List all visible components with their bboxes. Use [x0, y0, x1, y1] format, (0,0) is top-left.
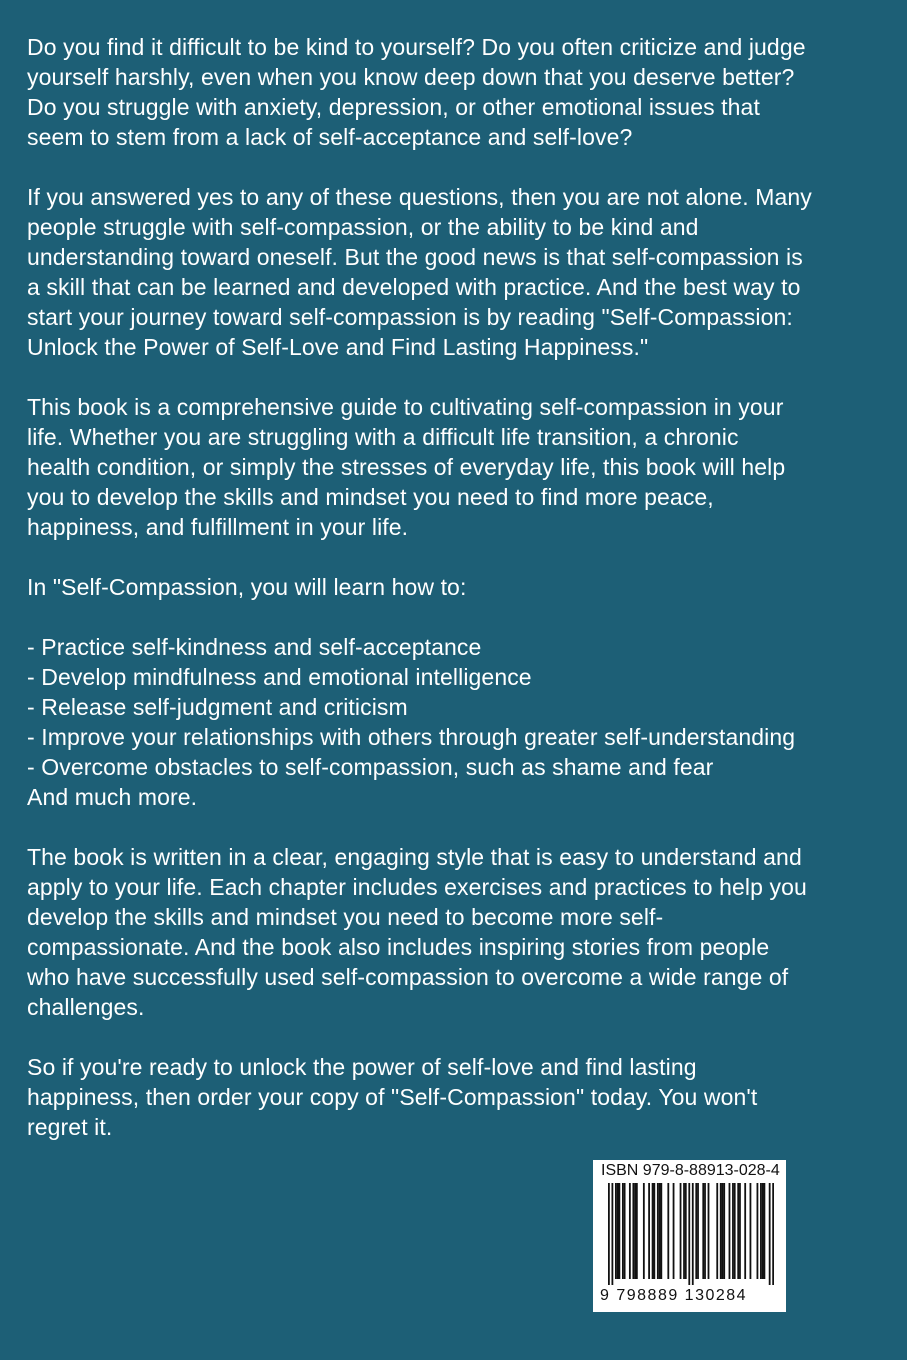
blurb-line: Unlock the Power of Self-Love and Find Lasting Happiness." [27, 334, 649, 360]
barcode-bar [634, 1183, 636, 1279]
blurb-paragraph [27, 32, 887, 152]
barcode-bar [764, 1183, 766, 1279]
barcode-bar [772, 1183, 774, 1285]
barcode-bar [734, 1183, 736, 1279]
blurb-line: seem to stem from a lack of self-acceptance and self-love? [27, 124, 633, 150]
barcode-bar [692, 1183, 694, 1285]
barcode-bar [624, 1183, 626, 1279]
barcode-bar [657, 1183, 659, 1279]
blurb-line: - Improve your relationships with others through greater self-understanding [27, 724, 796, 750]
barcode-bar [611, 1183, 613, 1285]
blurb-paragraph [27, 572, 887, 602]
barcode-bar [608, 1183, 610, 1285]
blurb-line: life. Whether you are struggling with a difficult life transition, a chronic [27, 424, 739, 450]
barcode-bar [615, 1183, 617, 1279]
blurb-paragraph [27, 1052, 887, 1142]
barcode-bar [622, 1183, 624, 1279]
barcode-bar [750, 1183, 752, 1279]
barcode-bar [716, 1183, 718, 1279]
blurb-line: - Develop mindfulness and emotional intelligence [27, 664, 532, 690]
barcode-bar [683, 1183, 685, 1279]
barcode-bar [632, 1183, 634, 1279]
blurb-line: start your journey toward self-compassion is by reading "Self-Compassion: [27, 304, 793, 330]
blurb-line: If you answered yes to any of these questions, then you are not alone. Many [27, 184, 812, 210]
blurb-line: yourself harshly, even when you know deep down that you deserve better? [27, 64, 795, 90]
blurb-line: you to develop the skills and mindset you need to find more peace, [27, 484, 714, 510]
barcode-bar [729, 1183, 731, 1279]
blurb-line: who have successfully used self-compassion to overcome a wide range of [27, 964, 789, 990]
barcode-bar [739, 1183, 741, 1279]
barcode-bars [608, 1183, 774, 1285]
blurb-paragraph [27, 842, 887, 1022]
barcode-bar [643, 1183, 645, 1279]
blurb-line: apply to your life. Each chapter includes exercises and practices to help you [27, 874, 807, 900]
barcode-bar [617, 1183, 619, 1279]
barcode-bar [653, 1183, 655, 1279]
barcode-bar [708, 1183, 710, 1279]
barcode-bar [720, 1183, 722, 1279]
blurb-line: The book is written in a clear, engaging style that is easy to understand and [27, 844, 802, 870]
barcode-bar [695, 1183, 697, 1279]
barcode-bar [618, 1183, 620, 1279]
barcode-bar [660, 1183, 662, 1279]
blurb-line: - Release self-judgment and criticism [27, 694, 408, 720]
blurb-line: Do you find it difficult to be kind to yourself? Do you often criticize and judge [27, 34, 806, 60]
blurb-line: challenges. [27, 994, 145, 1020]
barcode-bar [760, 1183, 762, 1279]
blurb-line: happiness, then order your copy of "Self-Compassion" today. You won't [27, 1084, 758, 1110]
blurb-line: health condition, or simply the stresses of everyday life, this book will help [27, 454, 786, 480]
barcode-bar [722, 1183, 724, 1279]
blurb-line: This book is a comprehensive guide to cultivating self-compassion in your [27, 394, 784, 420]
barcode-digits: 9 798889 130284 [600, 1287, 748, 1304]
barcode-bar [648, 1183, 650, 1279]
isbn-label: ISBN 979-8-88913-028-4 [601, 1162, 780, 1179]
barcode-bar [629, 1183, 631, 1279]
blurb-line: - Practice self-kindness and self-acceptance [27, 634, 482, 660]
blurb-paragraph [27, 392, 887, 542]
barcode-bar [757, 1183, 759, 1279]
blurb-line: understanding toward oneself. But the good news is that self-compassion is [27, 244, 803, 270]
blurb-line: people struggle with self-compassion, or the ability to be kind and [27, 214, 699, 240]
barcode-bar [737, 1183, 739, 1279]
barcode-bar [667, 1183, 669, 1279]
barcode-bar [685, 1183, 687, 1279]
blurb-line: happiness, and fulfillment in your life. [27, 514, 409, 540]
barcode-bar [704, 1183, 706, 1279]
blurb-line: develop the skills and mindset you need to become more self- [27, 904, 664, 930]
barcode-bar [762, 1183, 764, 1279]
blurb-line: And much more. [27, 784, 198, 810]
blurb-line: compassionate. And the book also includes inspiring stories from people [27, 934, 770, 960]
blurb-line: In "Self-Compassion, you will learn how to: [27, 574, 467, 600]
blurb-line: a skill that can be learned and developed with practice. And the best way to [27, 274, 801, 300]
barcode-bar [636, 1183, 638, 1279]
blurb-line: regret it. [27, 1114, 113, 1140]
barcode-bar [680, 1183, 682, 1279]
isbn-barcode-box [593, 1160, 786, 1312]
blurb-line: - Overcome obstacles to self-compassion, such as shame and fear [27, 754, 714, 780]
barcode-bar [769, 1183, 771, 1285]
blurb-line: Do you struggle with anxiety, depression, or other emotional issues that [27, 94, 760, 120]
barcode-bar [732, 1183, 734, 1279]
barcode-bar [744, 1183, 746, 1279]
blurb-paragraph [27, 182, 887, 362]
barcode-bar [659, 1183, 661, 1279]
barcode-bar [688, 1183, 690, 1285]
blurb-line: So if you're ready to unlock the power of self-love and find lasting [27, 1054, 697, 1080]
barcode-bar [702, 1183, 704, 1279]
blurb-text [27, 32, 887, 1172]
barcode-bar [697, 1183, 699, 1279]
barcode-bar [673, 1183, 675, 1279]
blurb-paragraph [27, 632, 887, 812]
barcode-bar [652, 1183, 654, 1279]
barcode-bar [723, 1183, 725, 1279]
